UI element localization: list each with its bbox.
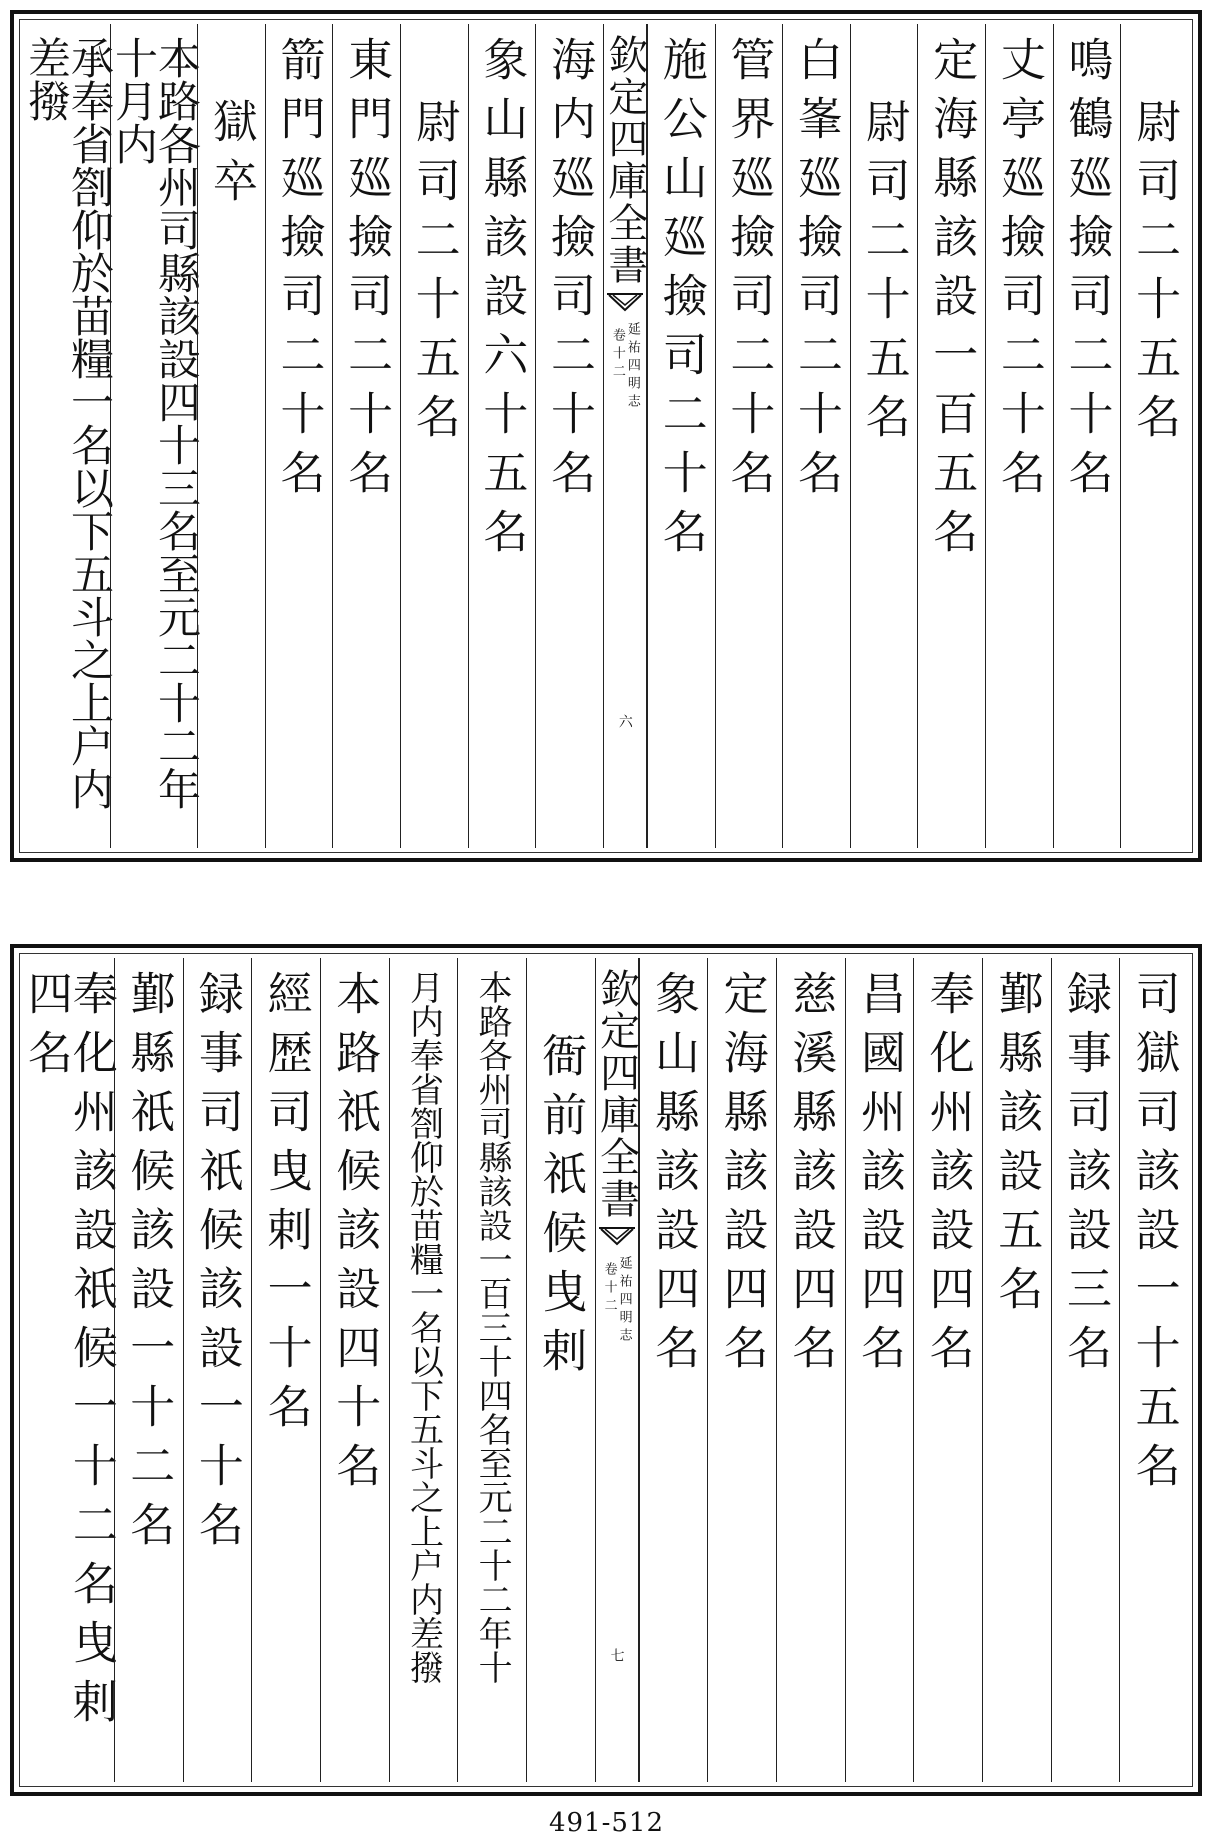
- fish-tail-icon: [607, 292, 643, 314]
- column-text: 象山縣該設六十五名: [475, 36, 529, 567]
- volume-number: 卷十二: [601, 1262, 617, 1316]
- column-text: 司獄司該設一十五名: [1127, 970, 1181, 1501]
- text-column: [850, 24, 918, 848]
- column-text: 丈亭廵撿司二十名: [992, 36, 1046, 508]
- text-column: [917, 24, 985, 848]
- text-column: [19, 958, 118, 1782]
- column-text: 録事司該設三名: [1058, 970, 1112, 1383]
- text-column: [776, 958, 845, 1782]
- text-column: [183, 958, 252, 1782]
- column-text: 定海縣該設四名: [715, 970, 769, 1383]
- column-text: 尉司二十五名: [407, 98, 461, 452]
- column-text: 衙前祇候曳剌: [534, 1032, 588, 1386]
- text-column: [21, 24, 115, 848]
- column-text: 東門廵撿司二十名: [340, 36, 394, 508]
- text-column: [108, 24, 202, 848]
- top-page: [10, 10, 1202, 862]
- center-banner: [595, 958, 639, 1782]
- column-text: 經歴司曳剌一十名: [259, 970, 313, 1442]
- banner-title: 欽定四庫全書: [601, 34, 648, 286]
- text-column: [1051, 958, 1120, 1782]
- column-text: 定海縣該設一百五名: [925, 36, 979, 567]
- column-text: 本路各州司縣該設四十三名至元二十二年十月内: [108, 36, 202, 810]
- column-text: 奉化州該設四名: [921, 970, 975, 1383]
- text-column: [707, 958, 776, 1782]
- column-text: 施公山廵撿司二十名: [654, 36, 708, 567]
- column-text: 慈溪縣該設四名: [784, 970, 838, 1383]
- column-text: 録事司祇候該設一十名: [190, 970, 244, 1560]
- text-column: [1119, 958, 1188, 1782]
- text-column: [389, 958, 458, 1782]
- text-column: [913, 958, 982, 1782]
- bottom-page: [10, 944, 1202, 1796]
- text-column: [647, 24, 715, 848]
- column-text: 本路各州司縣該設一百三十四名至元二十二年十: [472, 970, 513, 1684]
- text-column: [715, 24, 783, 848]
- text-column: [320, 958, 389, 1782]
- text-column: [457, 958, 526, 1782]
- folio-number: 六: [616, 714, 633, 728]
- column-text: 昌國州該設四名: [852, 970, 906, 1383]
- column-text: 本路祇候該設四十名: [328, 970, 382, 1501]
- text-column: [639, 958, 708, 1782]
- column-text: 海内廵撿司二十名: [543, 36, 597, 508]
- text-column: [985, 24, 1053, 848]
- page-number: 491-512: [548, 1808, 665, 1838]
- center-banner: [603, 24, 647, 848]
- folio-number: 七: [608, 1648, 625, 1662]
- column-text: 管界廵撿司二十名: [722, 36, 776, 508]
- banner-subtitle: [611, 322, 639, 412]
- column-text: 奉化州該設祇候一十二名曳剌四名: [19, 970, 118, 1737]
- banner-title: 欽定四庫全書: [593, 968, 640, 1220]
- text-column: [332, 24, 400, 848]
- text-column: [782, 24, 850, 848]
- volume-number: 卷十二: [609, 328, 625, 382]
- text-column: [1053, 24, 1121, 848]
- text-column: [526, 958, 595, 1782]
- text-column: [982, 958, 1051, 1782]
- text-column: [114, 958, 183, 1782]
- column-text: 尉司二十五名: [1128, 98, 1182, 452]
- column-text: 象山縣該設四名: [646, 970, 700, 1383]
- text-column: [197, 24, 265, 848]
- fish-tail-icon: [599, 1226, 635, 1248]
- banner-subtitle: [603, 1256, 631, 1346]
- text-column: [400, 24, 468, 848]
- text-column: [1120, 24, 1188, 848]
- top-page-columns: [21, 24, 1188, 848]
- column-text: 月内奉省劄仰於苗糧一名以下五斗之上户内差撥: [403, 970, 444, 1684]
- column-text: 獄卒: [204, 98, 258, 216]
- book-title: 延祐四明志: [624, 322, 640, 412]
- text-column: [468, 24, 536, 848]
- text-column: [535, 24, 603, 848]
- bottom-page-columns: [19, 958, 1188, 1782]
- column-text: 鄞縣該設五名: [990, 970, 1044, 1324]
- book-title: 延祐四明志: [616, 1256, 632, 1346]
- text-column: [845, 958, 914, 1782]
- column-text: 鳴鶴廵撿司二十名: [1060, 36, 1114, 508]
- column-text: 箭門廵撿司二十名: [272, 36, 326, 508]
- column-text: 白峯廵撿司二十名: [789, 36, 843, 508]
- column-text: 鄞縣祇候該設一十二名: [122, 970, 176, 1560]
- text-column: [265, 24, 333, 848]
- column-text: 尉司二十五名: [857, 98, 911, 452]
- text-column: [251, 958, 320, 1782]
- column-text: 承奉省劄仰於苗糧一名以下五斗之上户内差撥: [21, 36, 115, 810]
